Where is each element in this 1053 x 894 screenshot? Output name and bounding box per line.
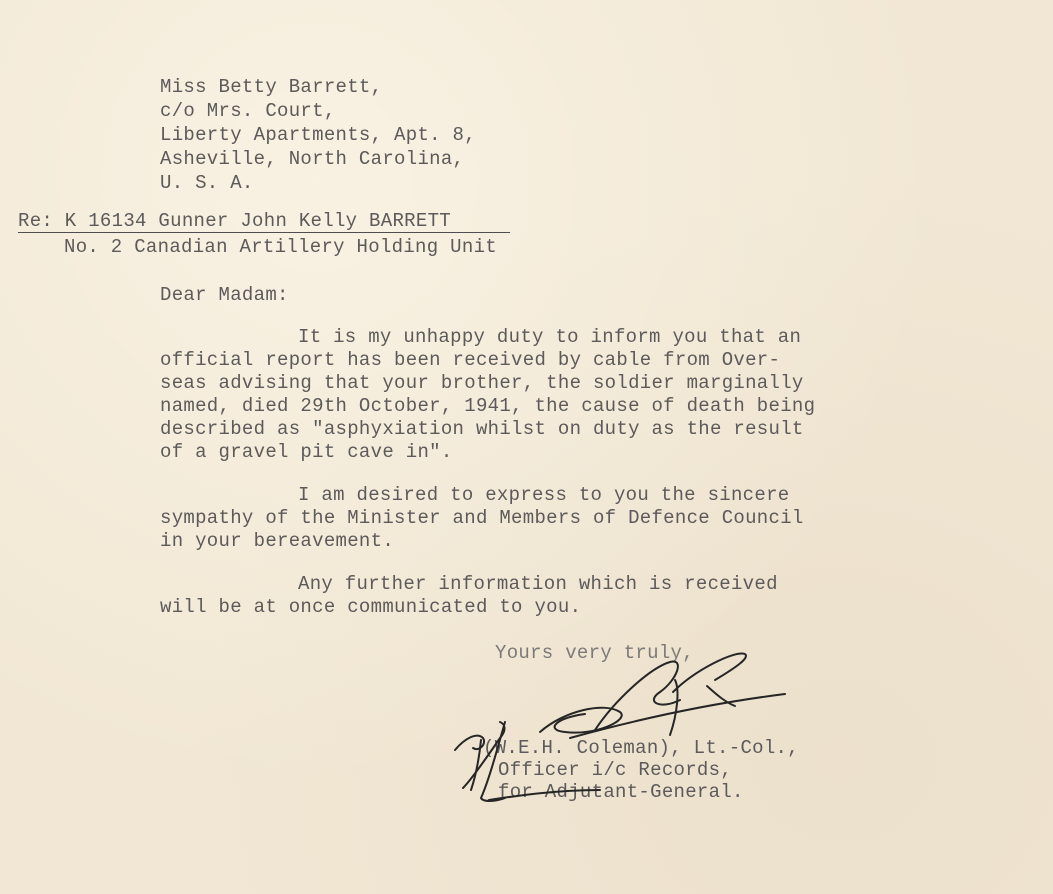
re-line-2: No. 2 Canadian Artillery Holding Unit	[64, 236, 497, 258]
closing: Yours very truly,	[495, 642, 694, 664]
paragraph-1-line: official report has been received by cable from Over-	[160, 349, 781, 371]
paragraph-2-line: I am desired to express to you the sincere	[298, 484, 790, 506]
paragraph-1-line: It is my unhappy duty to inform you that an	[298, 326, 802, 348]
re-line-1: Re: K 16134 Gunner John Kelly BARRETT	[18, 210, 451, 232]
signature-block-line-2: Officer i/c Records,	[498, 759, 733, 781]
paragraph-3-line: will be at once communicated to you.	[160, 596, 582, 618]
address-line-5: U. S. A.	[160, 172, 254, 194]
address-line-2: c/o Mrs. Court,	[160, 100, 336, 122]
paragraph-2-line: sympathy of the Minister and Members of Defence Council	[160, 507, 804, 529]
paragraph-1-line: seas advising that your brother, the soldier marginally	[160, 372, 804, 394]
salutation: Dear Madam:	[160, 284, 289, 306]
paragraph-2-line: in your bereavement.	[160, 530, 395, 552]
signature-block-line-1: (W.E.H. Coleman), Lt.-Col.,	[483, 737, 799, 759]
signature-block-line-3: for Adjutant-General.	[498, 781, 744, 803]
paragraph-1-line: described as "asphyxiation whilst on duty as the result	[160, 418, 804, 440]
handwritten-signature	[445, 640, 790, 815]
paragraph-1-line: named, died 29th October, 1941, the cause of death being	[160, 395, 816, 417]
address-line-3: Liberty Apartments, Apt. 8,	[160, 124, 476, 146]
paragraph-3-line: Any further information which is received	[298, 573, 778, 595]
address-line-1: Miss Betty Barrett,	[160, 76, 383, 98]
paragraph-1-line: of a gravel pit cave in".	[160, 441, 453, 463]
address-line-4: Asheville, North Carolina,	[160, 148, 465, 170]
re-underline	[18, 232, 510, 233]
